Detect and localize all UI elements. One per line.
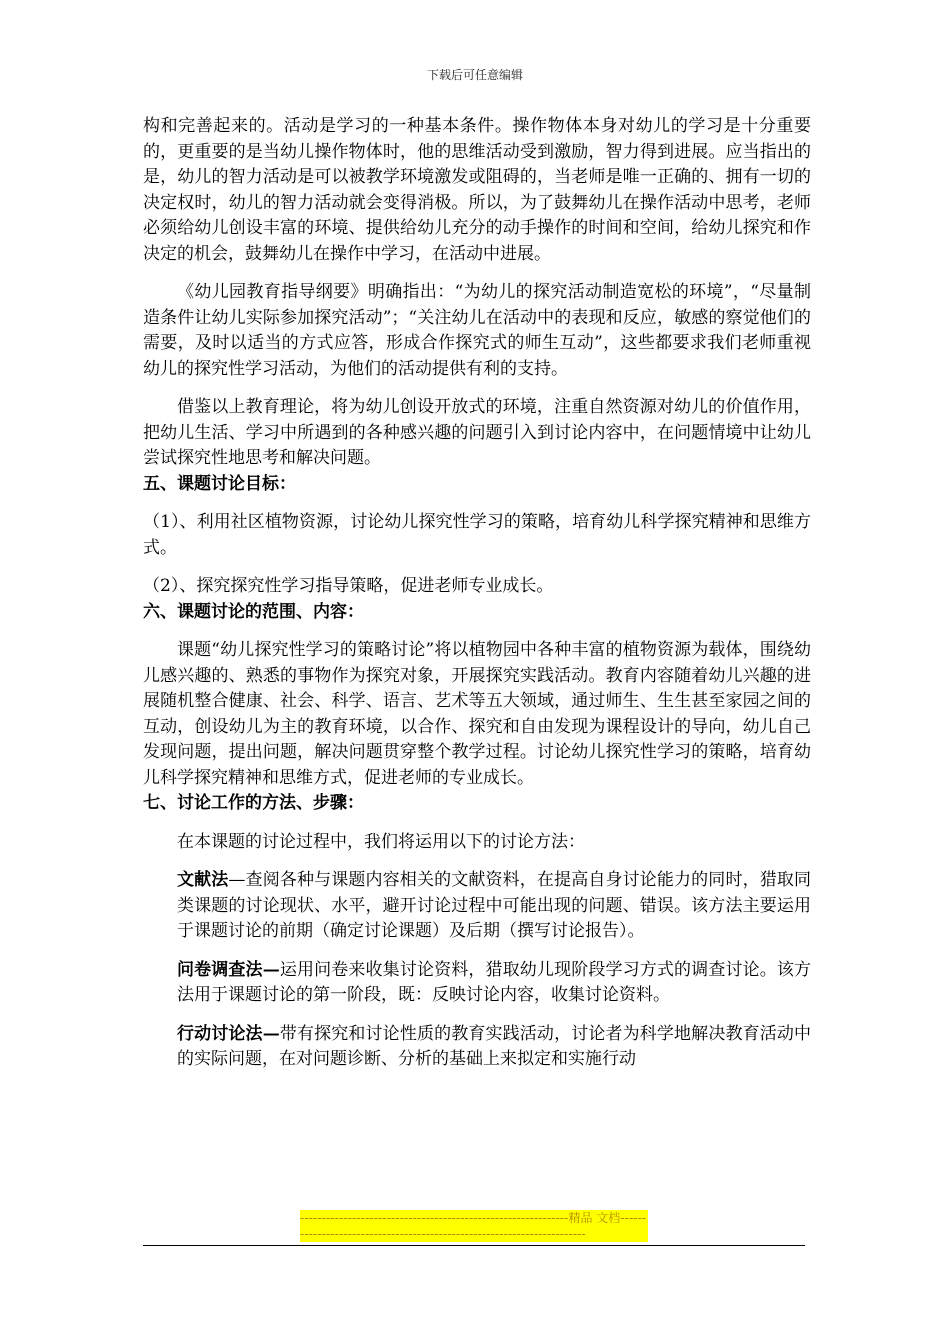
- method-description: —查阅各种与课题内容相关的文献资料，在提高自身讨论能力的同时，猎取同类课题的讨论现状、水平，避开讨论过程中可能出现的问题、错误。该方法主要运用于课题讨论的前期（确定讨论课题）及后期（撰写讨论报告）。: [177, 870, 812, 941]
- method-literature: [143, 868, 811, 945]
- methods-intro: 在本课题的讨论过程中，我们将运用以下的讨论方法：: [177, 831, 585, 852]
- goal-item-1: （1）、利用社区植物资源，讨论幼儿探究性学习的策略，培育幼儿科学探究精神和思维方式。: [143, 512, 811, 558]
- section-heading-goals: 五、课题讨论目标：: [143, 473, 296, 494]
- method-term: 行动讨论法—: [177, 1023, 280, 1044]
- footer-divider: [143, 1245, 805, 1246]
- footer-banner: --------------------------------------------------------------精品 文档------------------------------------------------------------------------: [300, 1211, 647, 1241]
- method-term: 文献法: [177, 870, 229, 890]
- paragraph-reference: 借鉴以上教育理论，将为幼儿创设开放式的环境，注重自然资源对幼儿的价值作用，把幼儿生活、学习中所遇到的各种感兴趣的问题引入到讨论内容中，在问题情境中让幼儿尝试探究性地思考和解决问题。: [143, 397, 811, 468]
- document-body: [143, 114, 811, 1073]
- method-description: 运用问卷来收集讨论资料，猎取幼儿现阶段学习方式的调查讨论。该方法用于课题讨论的第一阶段，既：反映讨论内容，收集讨论资料。: [177, 959, 812, 1005]
- page-header: 下载后可任意编辑: [426, 68, 523, 82]
- section-heading-methods: 七、讨论工作的方法、步骤：: [143, 793, 364, 813]
- paragraph-scope: 课题“幼儿探究性学习的策略讨论”将以植物园中各种丰富的植物资源为载体，围绕幼儿感兴趣的、熟悉的事物作为探究对象，开展探究实践活动。教育内容随着幼儿兴趣的进展随机整合健康、社会、科学、语言、艺术等五大领域，通过师生、生生甚至家园之间的互动，创设幼儿为主的教育环境，以合作、探究和自由发现为课程设计的导向，幼儿自己发现问题，提出问题，解决问题贯穿整个教学过程。讨论幼儿探究性学习的策略，培育幼儿科学探究精神和思维方式，促进老师的专业成长。: [143, 640, 811, 788]
- method-term: 问卷调查法—: [177, 959, 280, 980]
- goal-item-2: （2）、探究探究性学习指导策略，促进老师专业成长。: [143, 576, 554, 596]
- paragraph-guideline: 《幼儿园教育指导纲要》明确指出：“为幼儿的探究活动制造宽松的环境”，“尽量制造条件让幼儿实际参加探究活动”；“关注幼儿在活动中的表现和反应，敏感的察觉他们的需要，及时以适当的方式应答，形成合作探究式的师生互动”，这些都要求我们老师重视幼儿的探究性学习活动，为他们的活动提供有利的支持。: [143, 282, 811, 379]
- paragraph-activity: 构和完善起来的。活动是学习的一种基本条件。操作物体本身对幼儿的学习是十分重要的，更重要的是当幼儿操作物体时，他的思维活动受到激励，智力得到进展。应当指出的是，幼儿的智力活动是可以被教学环境激发或阻碍的，当老师是唯一正确的、拥有一切的决定权时，幼儿的智力活动就会变得消极。所以，为了鼓舞幼儿在操作活动中思考，老师必须给幼儿创设丰富的环境、提供给幼儿充分的动手操作的时间和空间，给幼儿探究和作决定的机会，鼓舞幼儿在操作中学习，在活动中进展。: [143, 116, 811, 264]
- method-description: 带有探究和讨论性质的教育实践活动，讨论者为科学地解决教育活动中的实际问题，在对问题诊断、分析的基础上来拟定和实施行动: [177, 1023, 812, 1069]
- section-heading-scope: 六、课题讨论的范围、内容：: [143, 601, 364, 622]
- method-action-research: [143, 1022, 811, 1073]
- method-questionnaire: [143, 958, 811, 1009]
